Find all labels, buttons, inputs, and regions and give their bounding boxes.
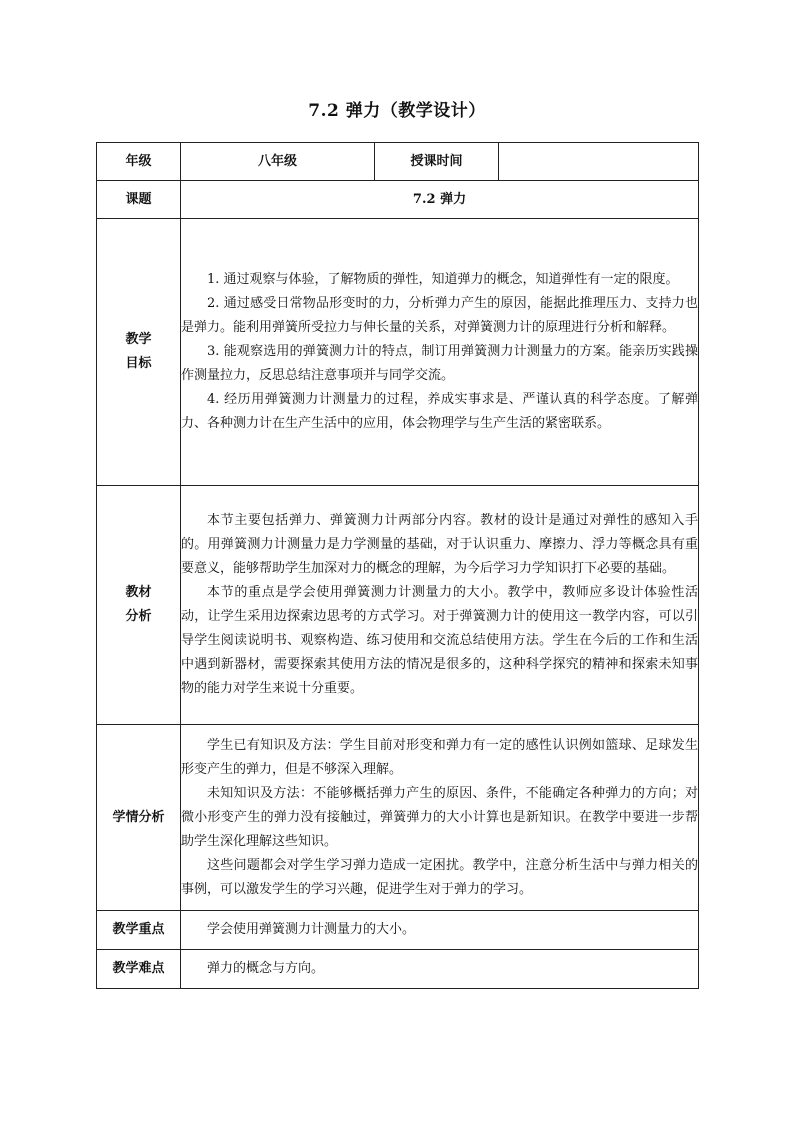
key-point-value: 学会使用弹簧测力计测量力的大小。 bbox=[207, 922, 416, 937]
objective-paragraph: 2. 通过感受日常物品形变时的力，分析弹力产生的原因，能据此推理压力、支持力也是弹力。能利用弹簧所受拉力与伸长量的关系，对弹簧测力计的原理进行分析和解释。 bbox=[181, 296, 698, 335]
key-point-label: 教学重点 bbox=[97, 911, 181, 950]
difficulty-content bbox=[181, 950, 699, 989]
grade-label: 年级 bbox=[97, 143, 181, 181]
materials-label-line2: 分析 bbox=[125, 609, 152, 624]
materials-paragraph: 本节主要包括弹力、弹簧测力计两部分内容。教材的设计是通过对弹性的感知入手的。用弹簧测力计测量力是力学测量的基础，对于认识重力、摩擦力、浮力等概念具有重要意义，能够帮助学生加深对力的概念的理解，为今后学习力学知识打下必要的基础。 bbox=[181, 513, 698, 576]
objectives-label-line1: 教学 bbox=[125, 332, 152, 347]
objective-paragraph: 3. 能观察选用的弹簧测力计的特点，制订用弹簧测力计测量力的方案。能亲历实践操作测量拉力，反思总结注意事项并与同学交流。 bbox=[181, 344, 698, 383]
topic-label: 课题 bbox=[97, 181, 181, 219]
materials-label bbox=[97, 486, 181, 725]
students-label: 学情分析 bbox=[97, 725, 181, 911]
key-point-content bbox=[181, 911, 699, 950]
students-paragraph: 这些问题都会对学生学习弹力造成一定困扰。教学中，注意分析生活中与弹力相关的事例，可以激发学生的学习兴趣，促进学生对于弹力的学习。 bbox=[181, 857, 698, 897]
materials-row bbox=[97, 486, 699, 725]
students-content bbox=[181, 725, 699, 911]
objectives-label-line2: 目标 bbox=[125, 356, 152, 371]
objective-paragraph: 4. 经历用弹簧测力计测量力的过程，养成实事求是、严谨认真的科学态度。了解弹力、各种测力计在生产生活中的应用，体会物理学与生产生活的紧密联系。 bbox=[181, 392, 698, 431]
topic-value: 7.2 弹力 bbox=[181, 181, 699, 219]
materials-content bbox=[181, 486, 699, 725]
objectives-row bbox=[97, 219, 699, 486]
grade-row bbox=[97, 143, 699, 181]
objective-paragraph: 1. 通过观察与体验，了解物质的弹性，知道弹力的概念，知道弹性有一定的限度。 bbox=[207, 272, 679, 287]
students-paragraph: 学生已有知识及方法：学生目前对形变和弹力有一定的感性认识例如篮球、足球发生形变产生的弹力，但是不够深入理解。 bbox=[181, 737, 698, 777]
lesson-plan-table bbox=[96, 142, 699, 989]
students-paragraph: 未知知识及方法：不能够概括弹力产生的原因、条件，不能确定各种弹力的方向；对微小形变产生的弹力没有接触过，弹簧弹力的大小计算也是新知识。在教学中要进一步帮助学生深化理解这些知识。 bbox=[181, 785, 698, 849]
class-time-value bbox=[499, 143, 699, 181]
key-point-row bbox=[97, 911, 699, 950]
difficulty-label: 教学难点 bbox=[97, 950, 181, 989]
difficulty-row bbox=[97, 950, 699, 989]
topic-row bbox=[97, 181, 699, 219]
page-title: 7.2 弹力（教学设计） bbox=[308, 101, 486, 121]
materials-label-line1: 教材 bbox=[125, 585, 152, 600]
class-time-label: 授课时间 bbox=[375, 143, 499, 181]
difficulty-value: 弹力的概念与方向。 bbox=[207, 961, 325, 976]
objectives-content bbox=[181, 219, 699, 486]
materials-paragraph: 本节的重点是学会使用弹簧测力计测量力的大小。教学中，教师应多设计体验性活动，让学生采用边探索边思考的方式学习。对于弹簧测力计的使用这一教学内容，可以引导学生阅读说明书、观察构造、练习使用和交流总结使用方法。学生在今后的工作和生活中遇到新器材，需要探索其使用方法的情况是很多的，这种科学探究的精神和探索未知事物的能力对学生来说十分重要。 bbox=[181, 585, 698, 696]
grade-value: 八年级 bbox=[181, 143, 375, 181]
objectives-label bbox=[97, 219, 181, 486]
students-row bbox=[97, 725, 699, 911]
